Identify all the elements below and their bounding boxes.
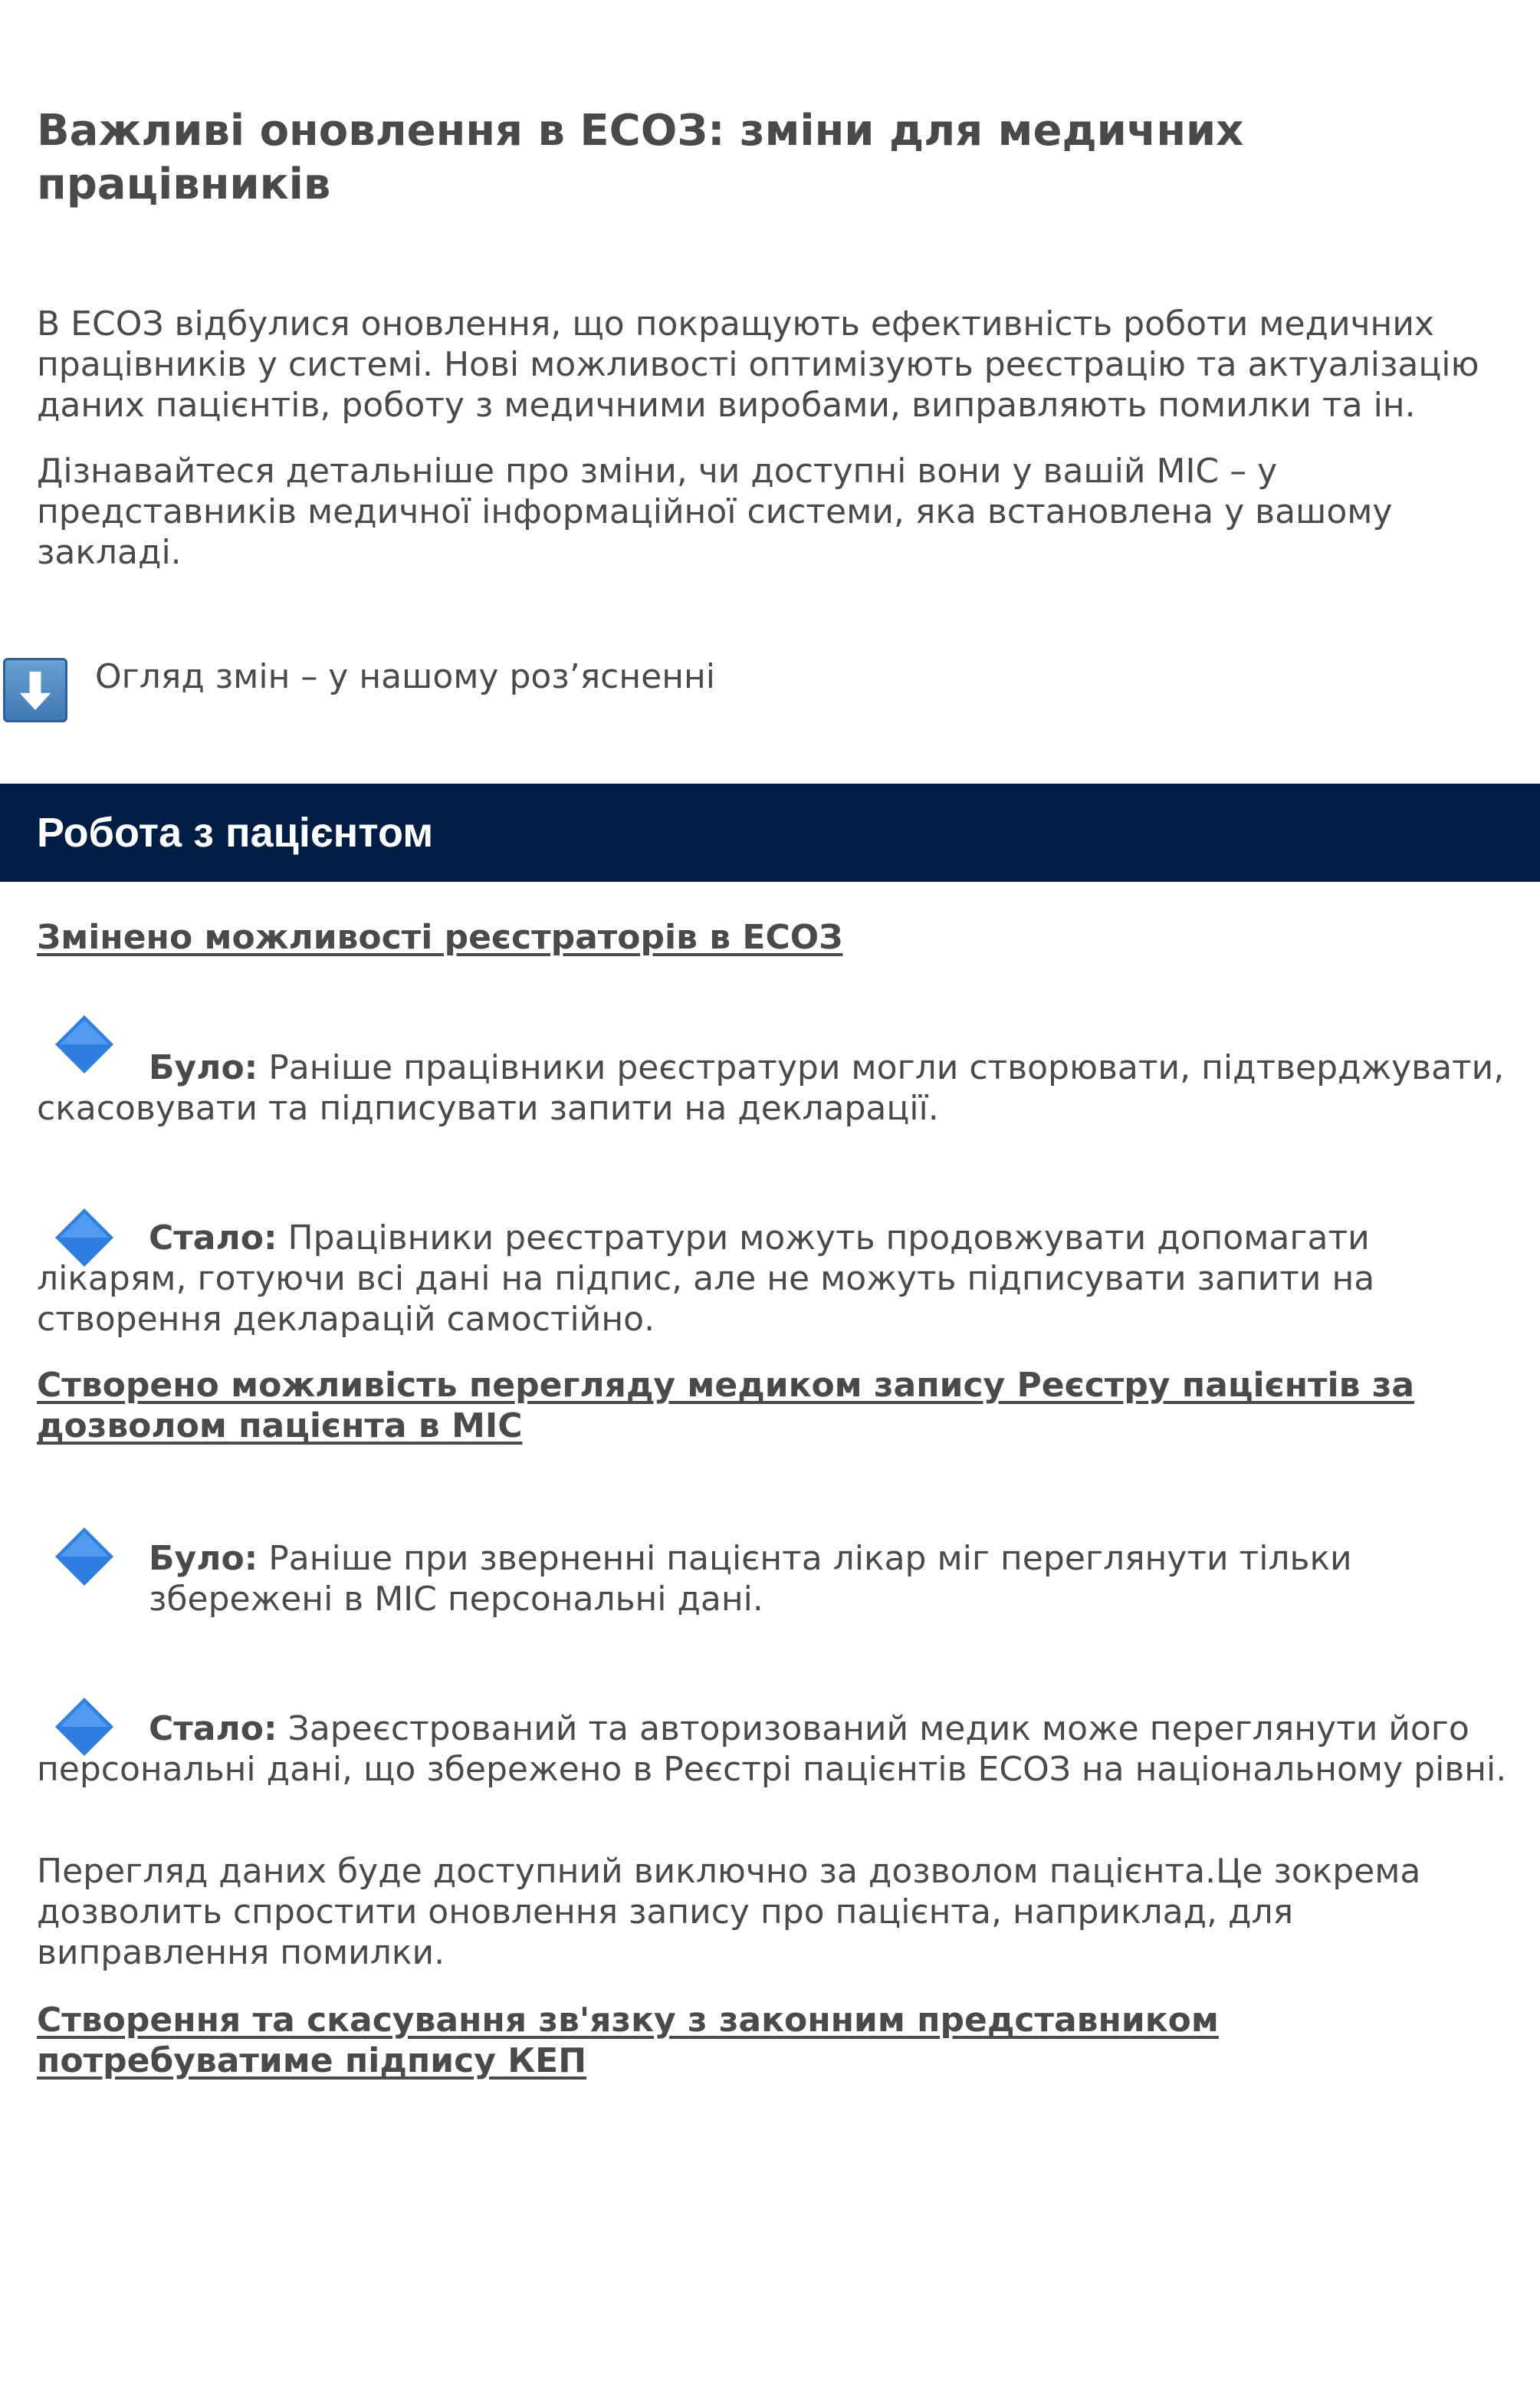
- block2-note: Перегляд даних буде доступний виключно за дозволом пацієнта.Це зокрема дозволить спростити оновлення запису про пацієнта, наприклад, для виправлення помилки.: [37, 1852, 1421, 1972]
- before-text: Раніше працівники реєстратури могли створювати, підтверджувати, скасовувати та підписувати запити на декларації.: [37, 1048, 1505, 1128]
- overview-link[interactable]: Огляд змін – у нашому роз’ясненні: [95, 657, 715, 696]
- intro-paragraph-1: В ЕСОЗ відбулися оновлення, що покращують ефективність роботи медичних працівників у системі. Нові можливості оптимізують реєстрацію та актуалізацію даних пацієнтів, роботу з медичними виробами, виправляють помилки та ін.: [37, 304, 1479, 425]
- page-title: Важливі оновлення в ЕСОЗ: зміни для медичних працівників: [37, 106, 1244, 209]
- after-text: Працівники реєстратури можуть продовжувати допомагати лікарям, готуючи всі дані на підпис, але не можуть підписувати запити на створення декларацій самостійно.: [37, 1218, 1375, 1339]
- after-label: Стало:: [149, 1218, 277, 1258]
- after-label: Стало:: [149, 1709, 277, 1748]
- block1-after: [37, 1218, 1509, 1340]
- block1-before: [37, 1047, 1509, 1129]
- section-header-bar: [0, 784, 1540, 882]
- down-arrow-icon: [3, 658, 67, 722]
- section-title: Робота з пацієнтом: [37, 810, 434, 856]
- intro-paragraph-2: Дізнавайтеся детальніше про зміни, чи доступні вони у вашій МІС – у представників медичної інформаційної системи, яка встановлена у вашому закладі.: [37, 452, 1393, 572]
- before-label: Було:: [149, 1539, 258, 1578]
- before-label: Було:: [149, 1048, 258, 1087]
- heading-link-legal-representative[interactable]: Створення та скасування зв'язку з законним представником потребуватиме підпису КЕП: [37, 2001, 1219, 2080]
- block2-after: [37, 1708, 1509, 1790]
- block2-before: [37, 1538, 1509, 1619]
- after-text: Зареєстрований та авторизований медик може переглянути його персональні дані, що збережено в Реєстрі пацієнтів ЕСОЗ на національному рівні.: [37, 1709, 1507, 1789]
- heading-link-registrars[interactable]: Змінено можливості реєстраторів в ЕСОЗ: [37, 918, 843, 957]
- before-text: Раніше при зверненні пацієнта лікар міг переглянути тільки збережені в МІС персональні дані.: [149, 1539, 1352, 1619]
- heading-link-patient-registry[interactable]: Створено можливість перегляду медиком запису Реєстру пацієнтів за дозволом пацієнта в МІС: [37, 1366, 1415, 1445]
